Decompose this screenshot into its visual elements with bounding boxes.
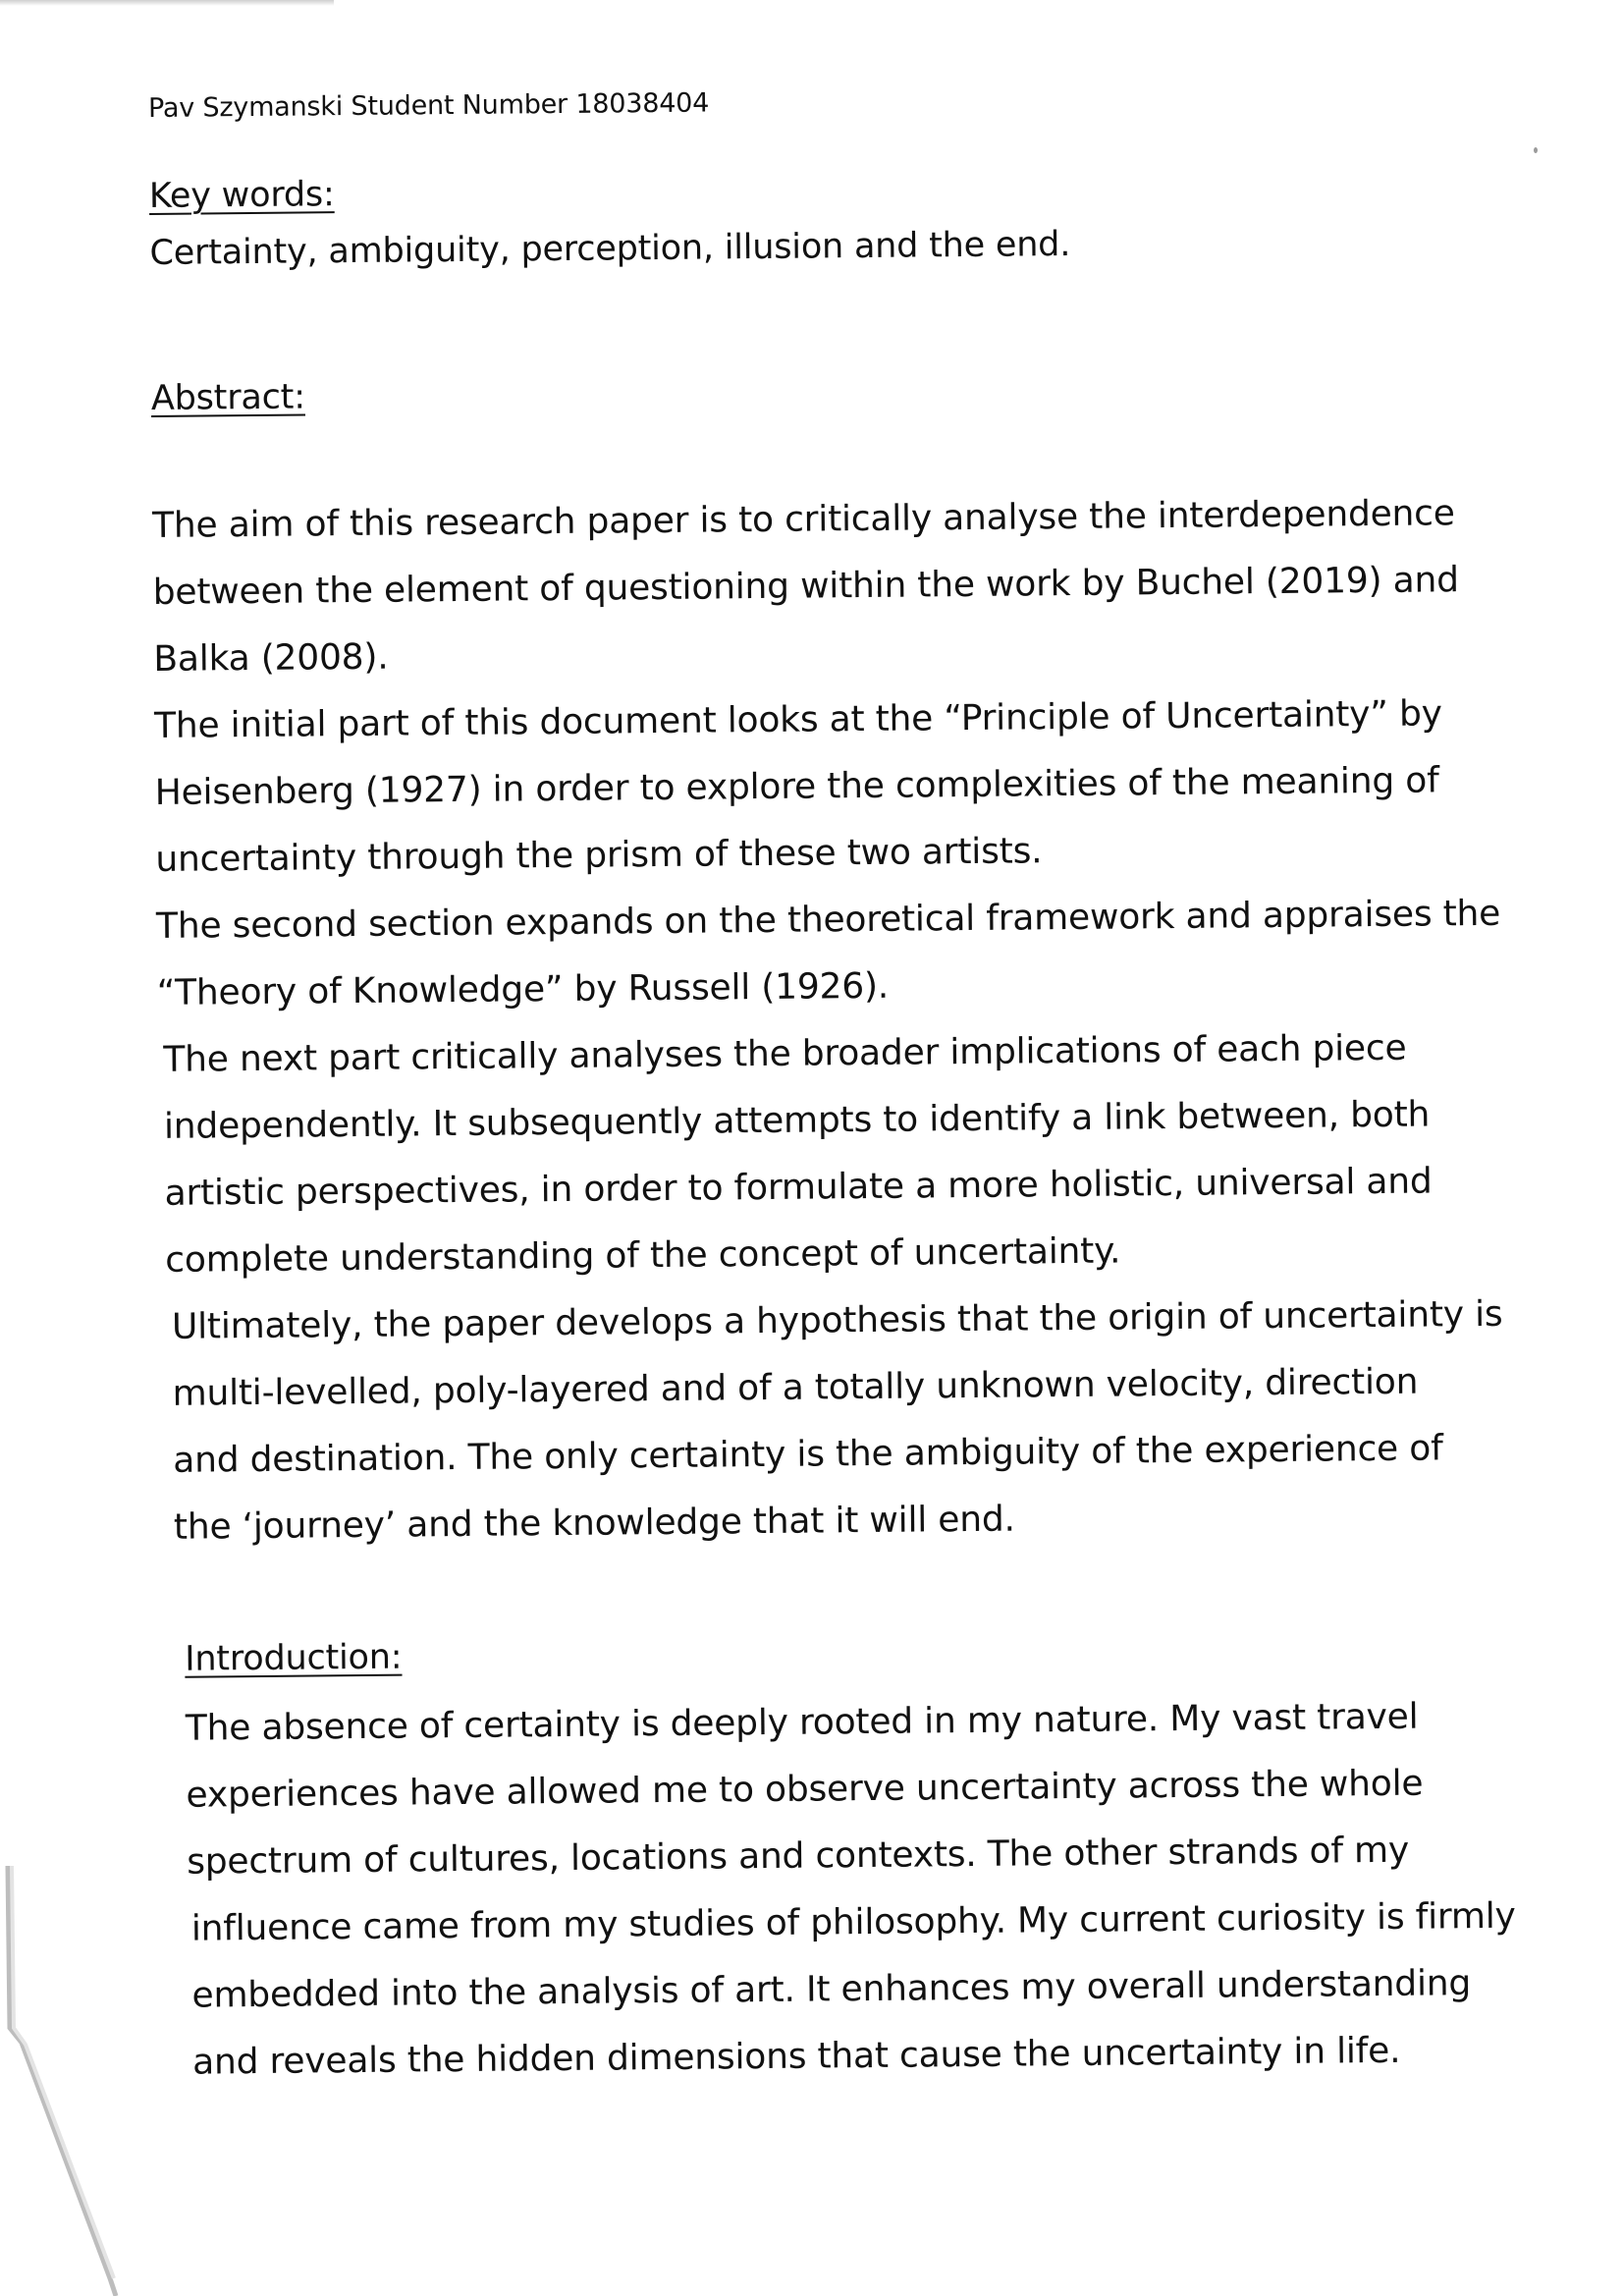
abstract-line: uncertainty through the prism of these two artists. [155,831,1043,880]
keywords-heading: Key words: [148,175,335,216]
abstract-line: Balka (2008). [153,636,389,680]
abstract-line: Ultimately, the paper develops a hypothesis that the origin of uncertainty is [171,1293,1503,1347]
abstract-heading: Abstract: [150,377,306,418]
abstract-line: the ‘journey’ and the knowledge that it will end. [173,1499,1015,1548]
keywords-text: Certainty, ambiguity, perception, illusion and the end. [149,224,1071,273]
abstract-line: artistic perspectives, in order to formulate a more holistic, universal and [164,1161,1433,1214]
abstract-line: complete understanding of the concept of uncertainty. [165,1230,1121,1281]
abstract-line: The initial part of this document looks at the “Principle of Uncertainty” by [153,693,1442,746]
abstract-line: between the element of questioning within the work by Buchel (2019) and [152,560,1459,613]
introduction-line: spectrum of cultures, locations and contexts. The other strands of my [187,1830,1410,1883]
abstract-line: and destination. The only certainty is the ambiguity of the experience of [173,1428,1443,1481]
student-header: Pav Szymanski Student Number 18038404 [147,87,710,124]
abstract-line: independently. It subsequently attempts to identify a link between, both [163,1094,1431,1147]
scan-speck [1534,147,1538,153]
introduction-heading: Introduction: [185,1637,403,1679]
abstract-line: Heisenberg (1927) in order to explore the complexities of the meaning of [154,760,1439,813]
introduction-line: experiences have allowed me to observe uncertainty across the whole [186,1763,1424,1816]
abstract-line: multi-levelled, poly-layered and of a totally unknown velocity, direction [172,1361,1419,1414]
introduction-line: influence came from my studies of philosophy. My current curiosity is firmly [190,1895,1516,1949]
introduction-line: The absence of certainty is deeply rooted in my nature. My vast travel [185,1696,1419,1749]
abstract-line: The second section expands on the theoretical framework and appraises the [155,893,1501,947]
page-curl-shadow [0,1866,137,2296]
introduction-line: and reveals the hidden dimensions that cause the uncertainty in life. [191,2030,1401,2083]
abstract-line: The next part critically analyses the broader implications of each piece [163,1027,1407,1080]
introduction-line: embedded into the analysis of art. It enhances my overall understanding [191,1963,1472,2016]
abstract-line: “Theory of Knowledge” by Russell (1926). [156,965,890,1013]
abstract-line: The aim of this research paper is to critically analyse the interdependence [151,493,1455,546]
document-page [147,0,1543,2296]
